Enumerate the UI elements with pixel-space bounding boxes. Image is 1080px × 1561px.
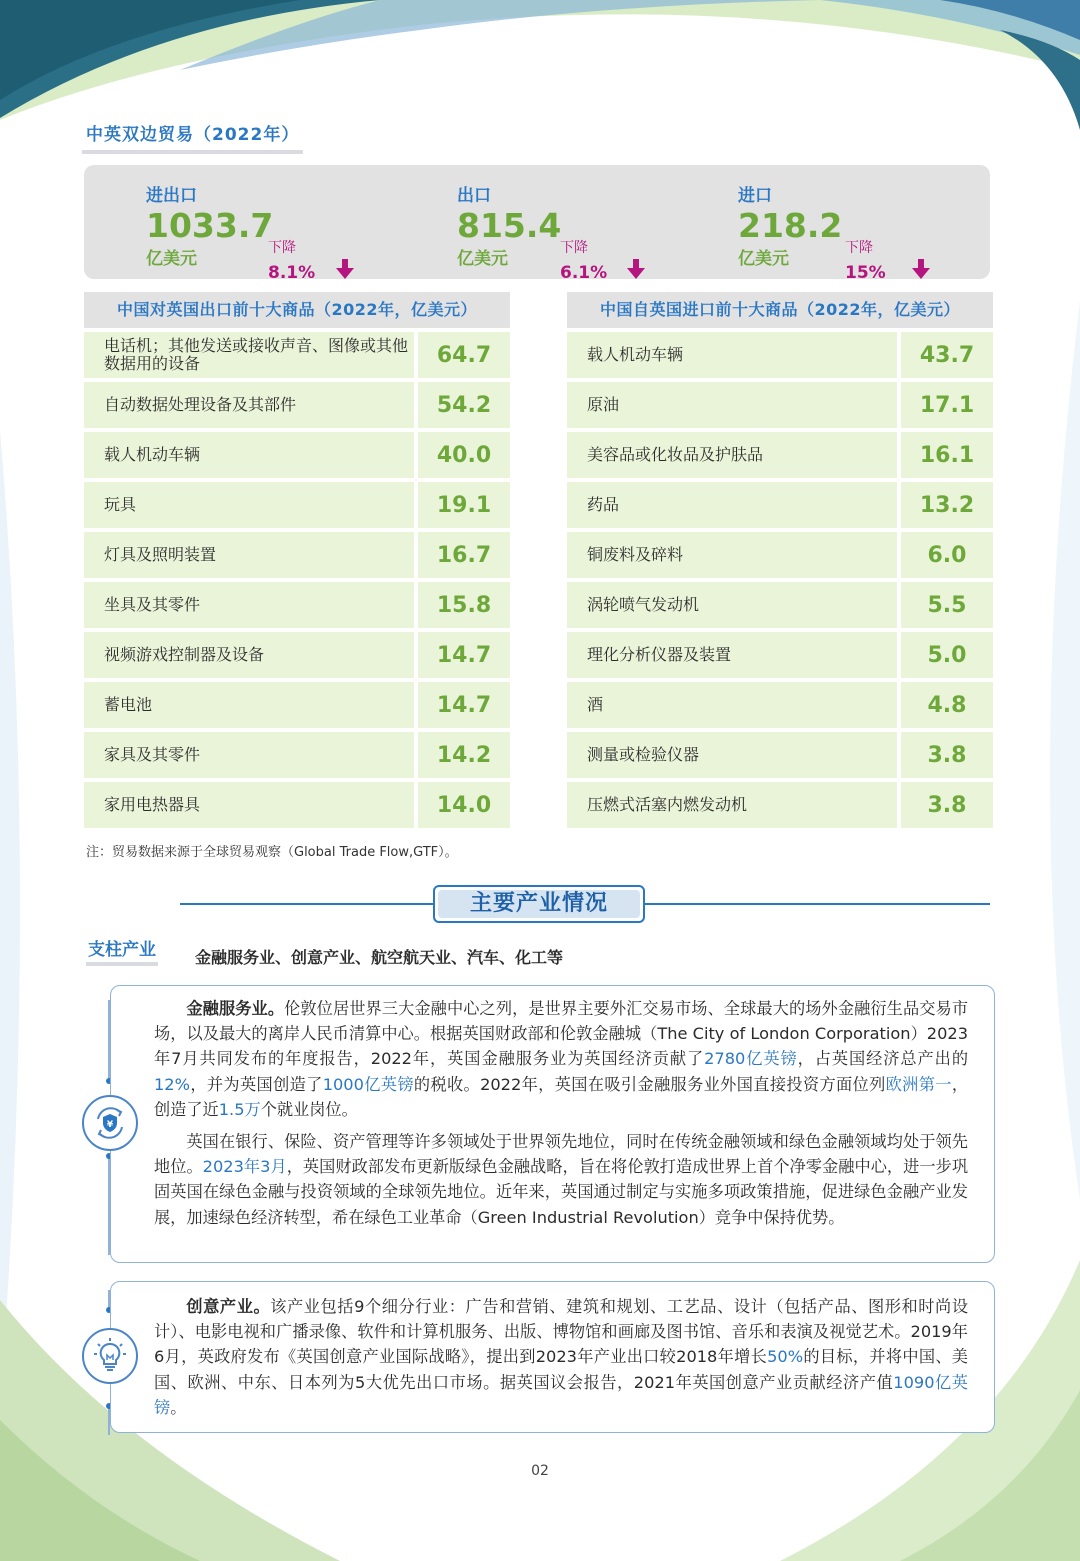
table-row — [567, 582, 993, 628]
text-span: 伦敦位居世界三大金融中心之列，是世界主要外汇交易市场、全球最大的场外金融衍生品交易市场，以及最大的离岸人民币清算中心。根据英国财政部和伦敦金融城（The City of London Corporation）2023年7月共同发布的年度报告，2022年，英国金融服务业为英国经济贡献了 — [154, 999, 969, 1069]
table-row — [567, 532, 993, 578]
svg-text:¥: ¥ — [106, 1120, 114, 1130]
row-name: 铜废料及碎料 — [567, 532, 897, 578]
stat-value: 218.2 — [738, 206, 843, 245]
highlight: 50% — [767, 1347, 804, 1367]
page-number: 02 — [531, 1463, 549, 1479]
row-name: 视频游戏控制器及设备 — [84, 632, 414, 678]
text-span: 的税收。2022年，英国在吸引金融服务业外国直接投资方面位列 — [413, 1074, 886, 1094]
table-row — [567, 682, 993, 728]
table-row — [84, 332, 510, 378]
table-row — [567, 782, 993, 828]
row-name: 蓄电池 — [84, 682, 414, 728]
finance-text — [154, 996, 968, 1230]
table-row — [567, 382, 993, 428]
table-row — [567, 332, 993, 378]
stat-change-label: 下降 — [560, 240, 588, 256]
down-arrow-icon — [910, 257, 932, 281]
text-span: ，占英国经济总产出的 — [797, 1049, 969, 1069]
row-value: 4.8 — [901, 682, 993, 728]
row-value: 3.8 — [901, 732, 993, 778]
table-row — [84, 432, 510, 478]
row-name: 测量或检验仪器 — [567, 732, 897, 778]
creative-title: 创意产业。 — [186, 1297, 271, 1316]
table-row — [567, 632, 993, 678]
text-span: ，并为英国创造了 — [189, 1074, 323, 1094]
stat-unit: 亿美元 — [146, 249, 197, 269]
row-name: 美容品或化妆品及护肤品 — [567, 432, 897, 478]
stat-change — [268, 237, 315, 283]
text-span: ，创造了近 — [154, 1074, 969, 1119]
row-value: 54.2 — [418, 382, 510, 428]
creative-text — [154, 1294, 968, 1420]
down-arrow-icon — [625, 257, 647, 281]
finance-card — [110, 985, 995, 1263]
row-name: 载人机动车辆 — [567, 332, 897, 378]
row-value: 64.7 — [418, 332, 510, 378]
stat-change — [560, 237, 607, 283]
table-header: 中国自英国进口前十大商品（2022年，亿美元） — [567, 292, 993, 328]
stat-change-value: 6.1% — [560, 263, 608, 283]
row-name: 药品 — [567, 482, 897, 528]
table-row — [84, 732, 510, 778]
stat-label: 进口 — [738, 186, 772, 206]
table-row — [84, 682, 510, 728]
highlight: 1090亿英镑 — [154, 1372, 968, 1417]
imports-table — [567, 292, 993, 828]
row-name: 酒 — [567, 682, 897, 728]
table-row — [84, 582, 510, 628]
row-value: 5.0 — [901, 632, 993, 678]
stat-value: 815.4 — [457, 206, 562, 245]
table-row — [84, 382, 510, 428]
exports-table — [84, 292, 510, 828]
text-span: 。 — [170, 1397, 187, 1417]
row-value: 15.8 — [418, 582, 510, 628]
row-name: 玩具 — [84, 482, 414, 528]
pillar-industries: 金融服务业、创意产业、航空航天业、汽车、化工等 — [195, 948, 564, 967]
text-span: 英国在银行、保险、资产管理等许多领域处于世界领先地位，同时在传统金融领域和绿色金融领域均处于领先地位。 — [154, 1132, 968, 1177]
row-name: 涡轮喷气发动机 — [567, 582, 897, 628]
text-span: 个就业岗位。 — [260, 1099, 358, 1119]
stat-label: 进出口 — [146, 186, 197, 206]
stat-unit: 亿美元 — [738, 249, 789, 269]
finance-paragraph-2 — [154, 1129, 968, 1230]
stat-change — [845, 237, 886, 283]
section-banner — [433, 885, 645, 923]
creative-card — [110, 1281, 995, 1433]
table-row — [84, 782, 510, 828]
down-arrow-icon — [334, 257, 356, 281]
trade-summary-panel — [84, 165, 990, 283]
banner-title: 主要产业情况 — [438, 890, 640, 918]
text-span: 该产业包括9个细分行业：广告和营销、建筑和规划、工艺品、设计（包括产品、图形和时尚设计）、电影电视和广播录像、软件和计算机服务、出版、博物馆和画廊及图书馆、音乐和表演及视觉艺术。2019年6月，英政府发布《英国创意产业国际战略》，提出到2023年产业出口较2018年增长 — [154, 1297, 969, 1367]
stat-change-label: 下降 — [845, 240, 873, 256]
highlight: 1000亿英镑 — [322, 1074, 414, 1094]
banner-line-right — [645, 903, 990, 905]
row-name: 坐具及其零件 — [84, 582, 414, 628]
row-value: 43.7 — [901, 332, 993, 378]
stat-change-value: 8.1% — [268, 263, 316, 283]
highlight: 12% — [154, 1074, 190, 1094]
stat-unit: 亿美元 — [457, 249, 508, 269]
table-row — [567, 482, 993, 528]
stat-change-value: 15% — [845, 263, 886, 283]
stat-change-label: 下降 — [268, 240, 296, 256]
highlight: 2023年3月 — [202, 1157, 287, 1177]
banner-line-left — [180, 903, 433, 905]
table-row — [84, 632, 510, 678]
row-value: 3.8 — [901, 782, 993, 828]
section-title: 中英双边贸易（2022年） — [82, 122, 303, 154]
row-value: 14.7 — [418, 682, 510, 728]
row-name: 理化分析仪器及装置 — [567, 632, 897, 678]
finance-shield-icon — [82, 1095, 138, 1151]
stat-total — [146, 181, 316, 283]
row-value: 14.7 — [418, 632, 510, 678]
row-name: 自动数据处理设备及其部件 — [84, 382, 414, 428]
row-value: 40.0 — [418, 432, 510, 478]
row-value: 16.7 — [418, 532, 510, 578]
row-name: 家用电热器具 — [84, 782, 414, 828]
pillar-label: 支柱产业 — [86, 938, 158, 966]
finance-title: 金融服务业。 — [186, 999, 285, 1018]
row-value: 19.1 — [418, 482, 510, 528]
highlight: 欧洲第一 — [885, 1074, 952, 1094]
stat-export — [457, 181, 608, 283]
table-row — [567, 432, 993, 478]
table-row — [84, 532, 510, 578]
row-name: 电话机；其他发送或接收声音、图像或其他数据用的设备 — [84, 332, 414, 378]
row-name: 家具及其零件 — [84, 732, 414, 778]
table-row — [84, 482, 510, 528]
row-value: 5.5 — [901, 582, 993, 628]
lightbulb-icon — [82, 1328, 138, 1384]
text-span: 的目标，并将中国、美国、欧洲、中东、日本列为5大优先出口市场。据英国议会报告，2021年英国创意产业贡献经济产值 — [154, 1347, 968, 1392]
highlight: 2780亿英镑 — [704, 1049, 798, 1069]
source-note: 注：贸易数据来源于全球贸易观察（Global Trade Flow,GTF）。 — [86, 845, 458, 860]
highlight: 1.5万 — [218, 1099, 261, 1119]
row-value: 16.1 — [901, 432, 993, 478]
stat-label: 出口 — [457, 186, 491, 206]
row-value: 6.0 — [901, 532, 993, 578]
table-header: 中国对英国出口前十大商品（2022年，亿美元） — [84, 292, 510, 328]
table-row — [567, 732, 993, 778]
row-value: 14.0 — [418, 782, 510, 828]
stat-import — [738, 181, 886, 283]
text-span: ，英国财政部发布更新版绿色金融战略，旨在将伦敦打造成世界上首个净零金融中心，进一步巩固英国在绿色金融与投资领域的全球领先地位。近年来，英国通过制定与实施多项政策措施，促进绿色金融产业发展，加速绿色经济转型，希在绿色工业革命（Green Industrial Revolution）竞争中保持优势。 — [154, 1157, 969, 1227]
row-name: 原油 — [567, 382, 897, 428]
finance-paragraph-1 — [154, 996, 968, 1122]
row-value: 17.1 — [901, 382, 993, 428]
row-value: 14.2 — [418, 732, 510, 778]
row-name: 载人机动车辆 — [84, 432, 414, 478]
row-name: 灯具及照明装置 — [84, 532, 414, 578]
stat-value: 1033.7 — [146, 206, 274, 245]
creative-paragraph — [154, 1294, 968, 1420]
row-name: 压燃式活塞内燃发动机 — [567, 782, 897, 828]
row-value: 13.2 — [901, 482, 993, 528]
